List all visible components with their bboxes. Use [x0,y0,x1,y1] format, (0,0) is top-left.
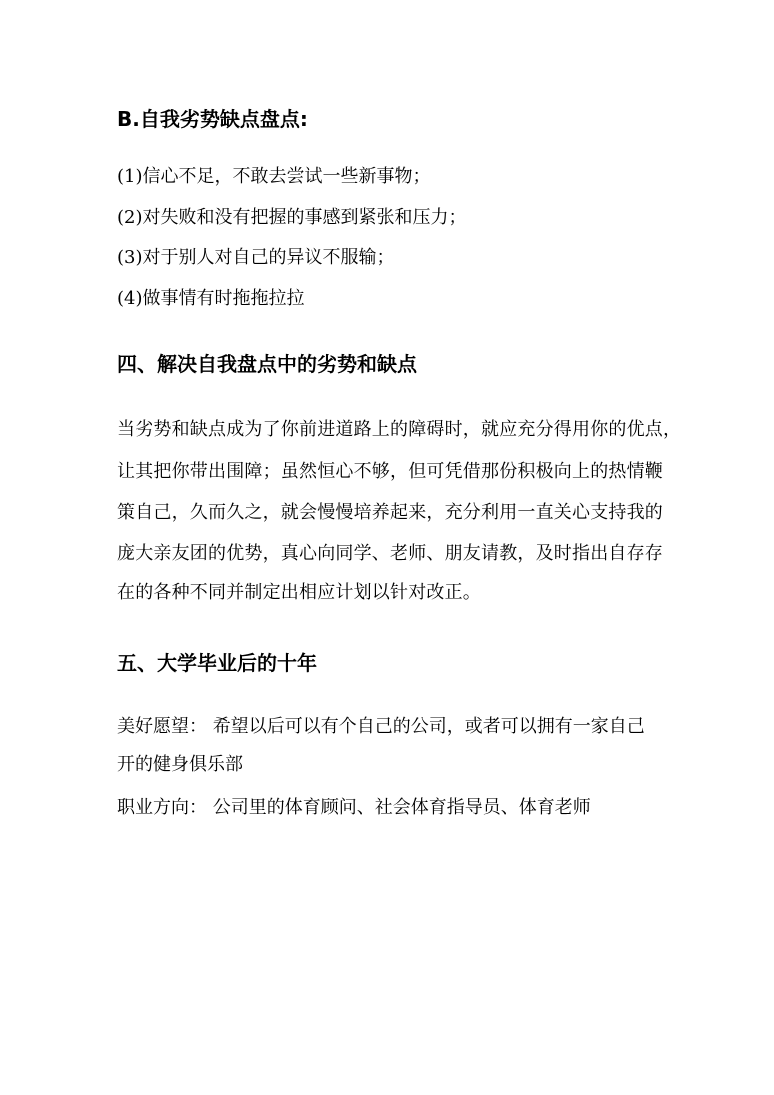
paragraph-line-3: 策自己，久而久之，就会慢慢培养起来，充分利用一直关心支持我的 [117,502,663,523]
weakness-item-4: (4)做事情有时拖拖拉拉 [117,288,305,309]
wish-line-1: 美好愿望： 希望以后可以有个自己的公司，或者可以拥有一家自己 [117,716,645,737]
weakness-item-1: (1)信心不足，不敢去尝试一些新事物； [117,166,431,187]
section-4-heading: 四、解决自我盘点中的劣势和缺点 [117,352,417,376]
weakness-item-2: (2)对失败和没有把握的事感到紧张和压力； [117,207,467,228]
paragraph-line-1: 当劣势和缺点成为了你前进道路上的障碍时，就应充分得用你的优点， [117,419,682,440]
paragraph-line-2: 让其把你带出围障；虽然恒心不够，但可凭借那份积极向上的热情鞭 [117,461,663,482]
career-line: 职业方向： 公司里的体育顾问、社会体育指导员、体育老师 [117,797,591,818]
paragraph-line-4: 庞大亲友团的优势，真心向同学、老师、朋友请教，及时指出自存存 [117,543,663,564]
section-b-title: B.自我劣势缺点盘点: [117,107,308,131]
section-5-heading: 五、大学毕业后的十年 [117,651,317,675]
paragraph-line-5: 在的各种不同并制定出相应计划以针对改正。 [117,582,481,603]
wish-line-2: 开的健身俱乐部 [117,754,243,775]
weakness-item-3: (3)对于别人对自己的异议不服输； [117,247,395,268]
